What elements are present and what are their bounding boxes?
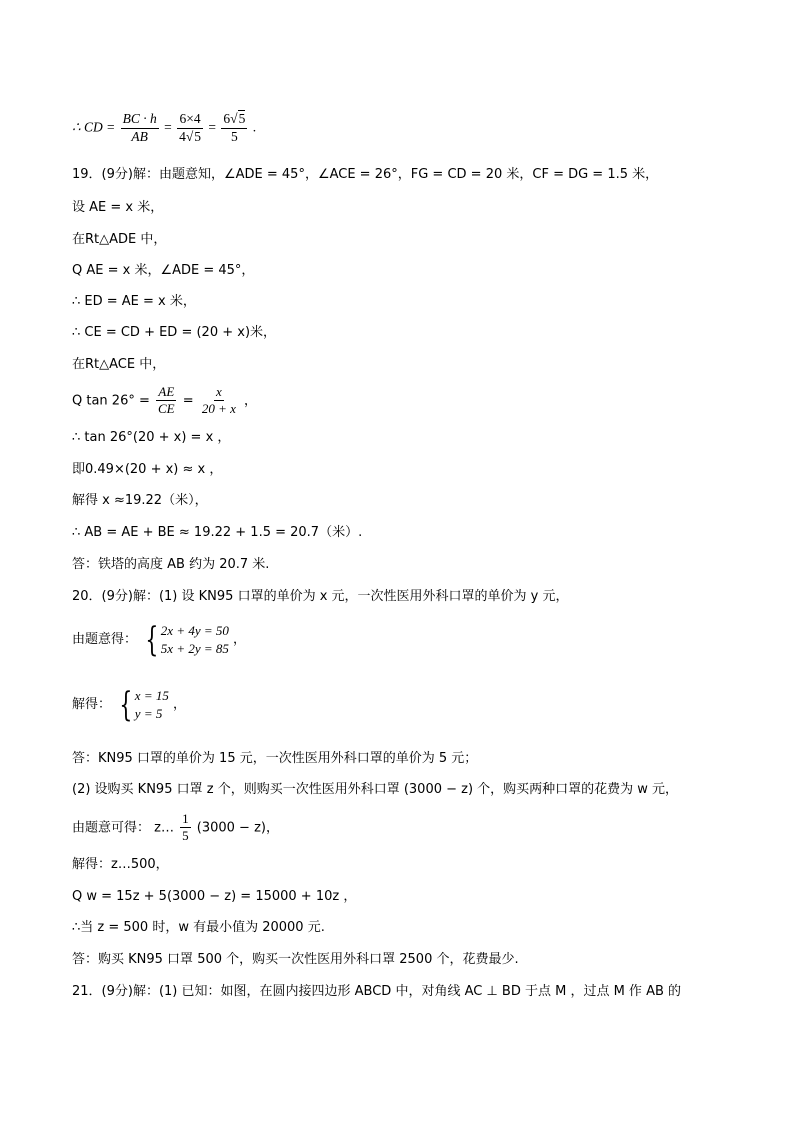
solution-line: Q w = 15z + 5(3000 − z) = 15000 + 10z ， (72, 889, 357, 904)
fraction-one-fifth: $\frac{1}{5}$ (182, 811, 189, 844)
solution-line: 解得：z…500， (72, 857, 169, 872)
answer-line: 答：KN95 口罩的单价为 15 元，一次性医用外科口罩的单价为 5 元； (72, 751, 478, 766)
problem-19-header: 19．(9分)解：由题意知，∠ADE = 45°，∠ACE = 26°，FG = CD = 20 米，CF = DG = 1.5 米， (72, 167, 659, 182)
solution-line: ∴ AB = AE + BE ≈ 19.22 + 1.5 = 20.7（米）. (72, 525, 363, 540)
fraction-ae-ce: $\frac{AE}{CE}$ (158, 384, 175, 417)
fraction-x-20x: $\frac{x}{20 + x}$ (201, 384, 236, 417)
solution-line: (2) 设购买 KN95 口罩 z 个，则购买一次性医用外科口罩 (3000 − z) 个，购买两种口罩的花费为 w 元， (72, 782, 679, 797)
equation-system-1: 由题意得： { 2x + 4y = 50 5x + 2y = 85 ， (72, 619, 247, 660)
problem-20-header: 20．(9分)解：(1) 设 KN95 口罩的单价为 x 元，一次性医用外科口罩的单价为 y 元， (72, 589, 569, 604)
solution-line: 设 AE = x 米， (72, 200, 164, 215)
left-brace-icon: { (145, 619, 159, 660)
solution-line: ∴ tan 26°(20 + x) = x ， (72, 430, 231, 445)
inequality-line: 由题意可得： z… $\frac{1}{5}$ (3000 − z)， (72, 811, 279, 844)
solution-line: ∴ ED = AE = x 米， (72, 294, 196, 309)
tan-equation-line: Q tan 26° = $\frac{AE}{CE}$ = $\frac{x}{20 + x}$ ， (72, 384, 258, 417)
cd-formula-line: ∴ CD = $\frac{BC \cdot h}{AB}$ = $\frac{6\times 4}{4√5}$ = $\frac{6√5}{5}$ . (72, 111, 257, 144)
solution-line: ∴ CE = CD + ED = (20 + x)米， (72, 325, 277, 340)
solution-line: 即0.49×(20 + x) ≈ x ， (72, 462, 223, 477)
solution-line: 解得 x ≈19.22（米）， (72, 493, 208, 508)
fraction-6x4: $\frac{6\times 4}{4√5}$ (179, 111, 202, 144)
answer-line: 答：购买 KN95 口罩 500 个，购买一次性医用外科口罩 2500 个，花费最少. (72, 952, 519, 967)
solution-line: Q AE = x 米，∠ADE = 45°， (72, 263, 255, 278)
formula-prefix: ∴ CD = (72, 119, 116, 135)
problem-21-header: 21．(9分)解：(1) 已知：如图，在圆内接四边形 ABCD 中，对角线 AC ⊥ BD 于点 M ，过点 M 作 AB 的 (72, 984, 682, 999)
equation-system-2: 解得： { x = 15 y = 5 ， (72, 684, 186, 725)
solution-line: 在Rt△ADE 中， (72, 232, 167, 247)
fraction-bch-ab: $\frac{BC \cdot h}{AB}$ (122, 111, 157, 144)
solution-line: 在Rt△ACE 中， (72, 357, 166, 372)
answer-line: 答：铁塔的高度 AB 约为 20.7 米. (72, 557, 270, 572)
fraction-6root5: $\frac{6√5}{5}$ (223, 111, 246, 144)
left-brace-icon: { (119, 684, 133, 725)
solution-line: ∴当 z = 500 时，w 有最小值为 20000 元. (72, 920, 325, 935)
